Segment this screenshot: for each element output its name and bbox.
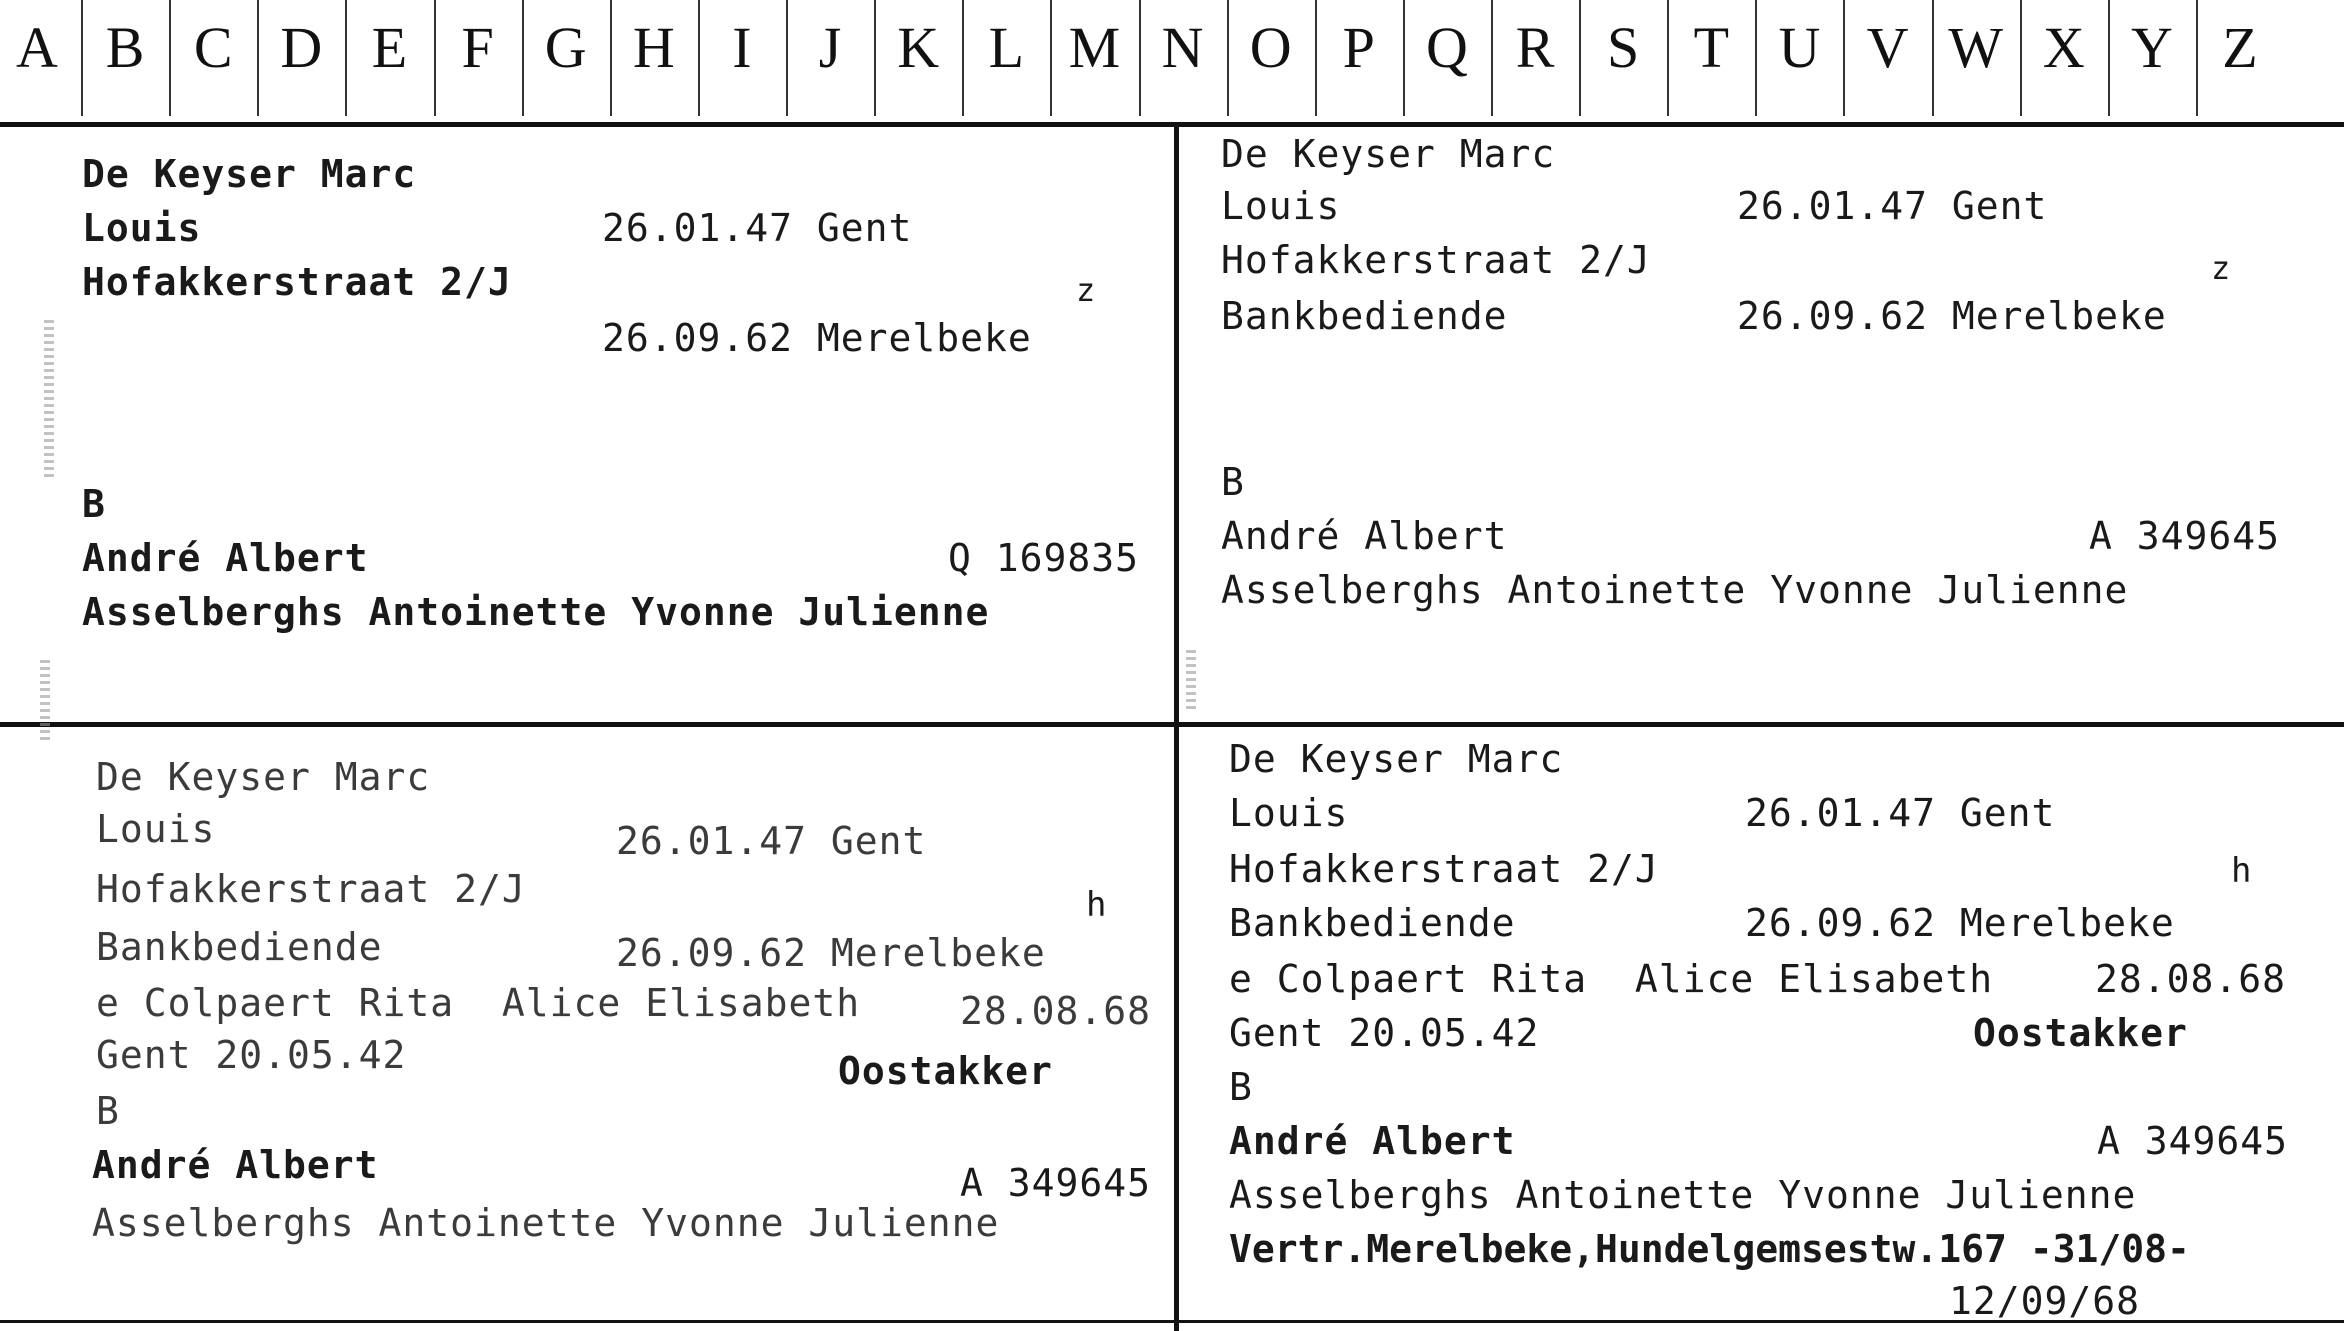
index-card-bottom-left [0, 727, 1174, 1320]
alphabet-index-bar [0, 0, 2344, 127]
card-divider-bottom [0, 1320, 2344, 1323]
alphabet-letter-i: I [732, 15, 752, 80]
card-id-number: A 349645 [2089, 514, 2281, 558]
card-marriage-date: 28.08.68 [960, 989, 1152, 1033]
card-address: Hofakkerstraat 2/J [96, 867, 526, 911]
card-section-letter: B [96, 1089, 120, 1133]
card-birth-date-place: 26.01.47 Gent [1745, 791, 2056, 835]
card-id-number: A 349645 [960, 1161, 1152, 1205]
card-given-name: Louis [82, 206, 202, 250]
card-spouse: e Colpaert Rita Alice Elisabeth [96, 981, 861, 1025]
card-occupation: Bankbediende [1221, 294, 1508, 338]
card-address: Hofakkerstraat 2/J [1221, 238, 1651, 282]
alphabet-letter-v: V [1866, 15, 1909, 80]
card-section-letter: B [1229, 1065, 1253, 1109]
card-marker: h [2231, 851, 2253, 891]
card-address: Hofakkerstraat 2/J [82, 260, 512, 304]
index-card-top-right [1179, 126, 2344, 722]
card-surname: De Keyser Marc [96, 755, 431, 799]
alphabet-letter-u: U [1778, 15, 1821, 80]
alphabet-letter-o: O [1249, 15, 1292, 80]
alphabet-letter-t: T [1693, 15, 1729, 80]
card-given-name: Louis [96, 807, 216, 851]
alphabet-letter-m: M [1068, 15, 1121, 80]
alphabet-letter-g: G [544, 15, 587, 80]
card-address: Hofakkerstraat 2/J [1229, 847, 1659, 891]
card-marriage-place: Oostakker [838, 1049, 1053, 1093]
card-registration-date-place: 26.09.62 Merelbeke [616, 931, 1046, 975]
card-section-letter: B [82, 482, 106, 526]
card-marriage-place: Oostakker [1973, 1011, 2188, 1055]
card-id-number: Q 169835 [948, 536, 1140, 580]
alphabet-letter-n: N [1161, 15, 1204, 80]
card-occupation: Bankbediende [1229, 901, 1516, 945]
card-section-letter: B [1221, 460, 1245, 504]
alphabet-letter-h: H [632, 15, 675, 80]
card-mother-name: Asselberghs Antoinette Yvonne Julienne [1229, 1173, 2137, 1217]
card-given-name: Louis [1229, 791, 1349, 835]
card-surname: De Keyser Marc [1229, 737, 1564, 781]
card-registration-date-place: 26.09.62 Merelbeke [602, 316, 1032, 360]
alphabet-letter-e: E [371, 15, 408, 80]
card-spouse-birth: Gent 20.05.42 [1229, 1011, 1540, 1055]
card-father-name: André Albert [1221, 514, 1508, 558]
card-registration-date-place: 26.09.62 Merelbeke [1737, 294, 2167, 338]
alphabet-letter-c: C [193, 15, 233, 80]
alphabet-letter-a: A [16, 15, 58, 80]
card-mother-name: Asselberghs Antoinette Yvonne Julienne [82, 590, 990, 634]
card-father-name: André Albert [92, 1143, 379, 1187]
card-given-name: Louis [1221, 184, 1341, 228]
alphabet-letter-x: X [2042, 15, 2085, 80]
alphabet-letter-d: D [280, 15, 323, 80]
card-spouse-birth: Gent 20.05.42 [96, 1033, 407, 1077]
alphabet-letter-p: P [1342, 15, 1375, 80]
card-marriage-date: 28.08.68 [2095, 957, 2287, 1001]
card-mother-name: Asselberghs Antoinette Yvonne Julienne [92, 1201, 1000, 1245]
alphabet-letter-z: Z [2222, 15, 2258, 80]
card-marker: z [2211, 249, 2232, 287]
card-marker: z [1076, 271, 1097, 309]
card-moved-note: Vertr.Merelbeke,Hundelgemsestw.167 -31/08- [1229, 1227, 2190, 1271]
alphabet-letter-r: R [1515, 15, 1555, 80]
card-spouse: e Colpaert Rita Alice Elisabeth [1229, 957, 1994, 1001]
card-id-number: A 349645 [2097, 1119, 2289, 1163]
alphabet-letter-j: J [818, 15, 842, 80]
alphabet-letter-l: L [988, 15, 1025, 80]
alphabet-letter-w: W [1948, 15, 2004, 80]
card-moved-date: 12/09/68 [1949, 1279, 2141, 1320]
card-surname: De Keyser Marc [82, 152, 417, 196]
alphabet-letter-k: K [897, 15, 940, 80]
alphabet-letter-s: S [1607, 15, 1640, 80]
card-birth-date-place: 26.01.47 Gent [602, 206, 913, 250]
index-card-bottom-right [1179, 727, 2344, 1320]
card-surname: De Keyser Marc [1221, 132, 1556, 176]
index-card-top-left [0, 126, 1174, 722]
card-birth-date-place: 26.01.47 Gent [616, 819, 927, 863]
card-birth-date-place: 26.01.47 Gent [1737, 184, 2048, 228]
card-occupation: Bankbediende [96, 925, 383, 969]
alphabet-letter-q: Q [1425, 15, 1468, 80]
card-father-name: André Albert [82, 536, 369, 580]
alphabet-letter-b: B [105, 15, 145, 80]
card-father-name: André Albert [1229, 1119, 1516, 1163]
card-mother-name: Asselberghs Antoinette Yvonne Julienne [1221, 568, 2129, 612]
card-registration-date-place: 26.09.62 Merelbeke [1745, 901, 2175, 945]
card-marker: h [1086, 885, 1108, 925]
alphabet-letter-y: Y [2130, 15, 2173, 80]
alphabet-letter-f: F [461, 15, 494, 80]
